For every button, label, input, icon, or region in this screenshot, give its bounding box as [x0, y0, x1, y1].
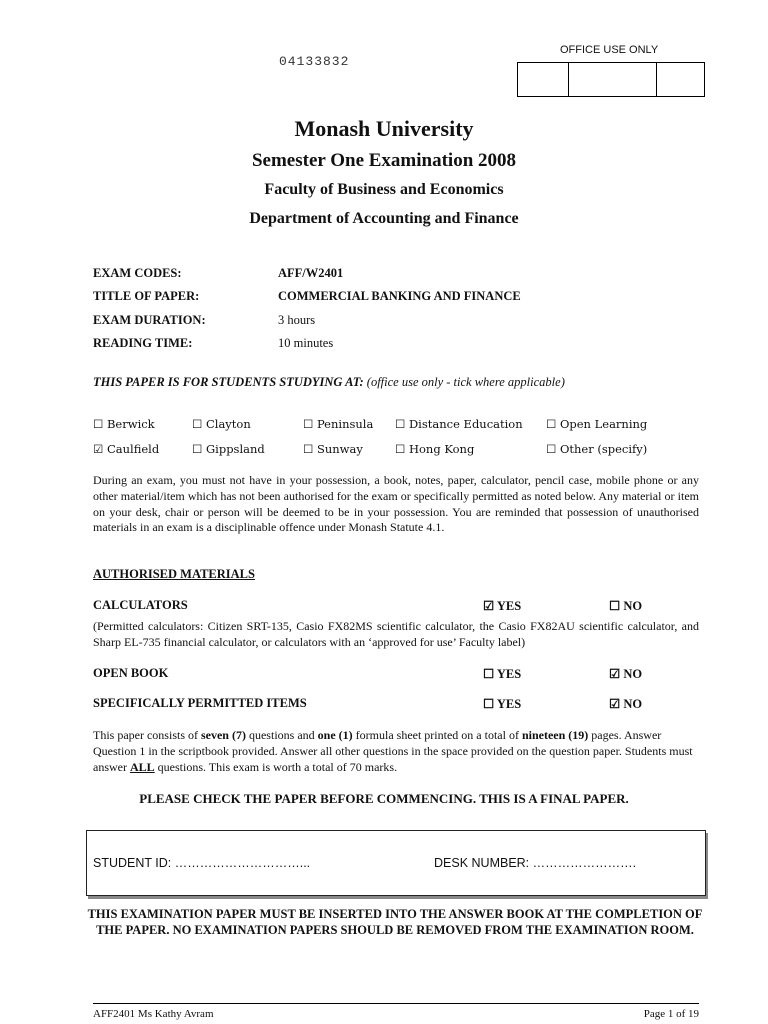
reading-time-label: READING TIME:	[93, 336, 193, 350]
campus-peninsula[interactable]: ☐ Peninsula	[303, 417, 374, 431]
permitted-items-label: SPECIFICALLY PERMITTED ITEMS	[93, 696, 307, 710]
footer-page-number: Page 1 of 19	[643, 1008, 699, 1020]
instructions-emphasis: one (1)	[317, 728, 353, 742]
campus-sunway[interactable]: ☐ Sunway	[303, 442, 363, 456]
faculty-title: Faculty of Business and Economics	[264, 181, 504, 198]
final-paper-notice: PLEASE CHECK THE PAPER BEFORE COMMENCING. THIS IS A FINAL PAPER.	[139, 791, 629, 806]
footer-rule	[93, 1003, 699, 1004]
campus-intro	[93, 375, 565, 390]
office-use-cell	[657, 63, 704, 96]
paper-title-label: TITLE OF PAPER:	[93, 289, 200, 303]
campus-intro-note: (office use only - tick where applicable)	[366, 375, 565, 389]
student-id-field[interactable]: STUDENT ID: …………………………...	[93, 856, 311, 870]
university-title: Monash University	[294, 116, 474, 141]
exam-duration-value: 3 hours	[278, 313, 316, 327]
campus-open-learning[interactable]: ☐ Open Learning	[546, 417, 648, 431]
instructions-text: pages. Answer Question 1 in the scriptbook provided. Answer all other questions in the space provided on the question paper. Students must answer	[93, 728, 693, 774]
office-use-label: OFFICE USE ONLY	[560, 44, 659, 56]
campus-other[interactable]: ☐ Other (specify)	[546, 442, 648, 456]
department-title: Department of Accounting and Finance	[249, 210, 519, 227]
insert-notice: THIS EXAMINATION PAPER MUST BE INSERTED INTO THE ANSWER BOOK AT THE COMPLETION OF THE PAPER. NO EXAMINATION PAPERS SHOULD BE REMOVED FROM THE EXAMINATION ROOM.	[87, 907, 703, 937]
campus-clayton[interactable]: ☐ Clayton	[192, 417, 251, 431]
campus-hong-kong[interactable]: ☐ Hong Kong	[395, 442, 475, 456]
permitted-items-no-checkbox[interactable]: ☑ NO	[609, 697, 643, 711]
campus-gippsland[interactable]: ☐ Gippsland	[192, 442, 265, 456]
calculators-note: (Permitted calculators: Citizen SRT-135, Casio FX82MS scientific calculator, the Casio FX82AU scientific calculator, and Sharp EL-735 financial calculator, or calculators with an ‘approved for use’ Faculty label)	[93, 619, 699, 649]
office-use-box	[517, 62, 705, 97]
instructions-text: questions. This exam is worth a total of 70 marks.	[154, 759, 398, 774]
instructions-emphasis: nineteen (19)	[521, 728, 589, 742]
open-book-label: OPEN BOOK	[93, 666, 169, 680]
instructions-emphasis: seven (7)	[200, 728, 246, 742]
instructions-text: formula sheet printed on a total of	[352, 728, 522, 742]
open-book-no-checkbox[interactable]: ☑ NO	[609, 667, 643, 681]
campus-distance-education[interactable]: ☐ Distance Education	[395, 417, 523, 431]
exam-codes-label: EXAM CODES:	[93, 266, 182, 280]
campus-caulfield[interactable]: ☑ Caulfield	[93, 442, 160, 456]
instructions-emphasis: ALL	[129, 759, 155, 774]
footer-course-lecturer: AFF2401 Ms Kathy Avram	[93, 1008, 214, 1020]
instructions-text: This paper consists of	[93, 728, 201, 742]
exam-duration-label: EXAM DURATION:	[93, 313, 206, 327]
calculators-label: CALCULATORS	[93, 598, 188, 612]
instructions-text: questions and	[245, 728, 318, 742]
reading-time-value: 10 minutes	[278, 336, 334, 350]
desk-number-field[interactable]: DESK NUMBER: …………………….	[434, 856, 637, 870]
office-use-cell	[569, 63, 657, 96]
office-use-cell	[518, 63, 569, 96]
exam-codes-value: AFF/W2401	[278, 266, 344, 280]
open-book-yes-checkbox[interactable]: ☐ YES	[483, 667, 522, 681]
exam-code: 04133832	[279, 54, 350, 69]
instructions-paragraph	[93, 728, 699, 775]
campus-intro-heading: THIS PAPER IS FOR STUDENTS STUDYING AT:	[93, 375, 364, 389]
campus-berwick[interactable]: ☐ Berwick	[93, 417, 155, 431]
calculators-yes-checkbox[interactable]: ☑ YES	[483, 599, 522, 613]
permitted-items-yes-checkbox[interactable]: ☐ YES	[483, 697, 522, 711]
rules-paragraph: During an exam, you must not have in your possession, a book, notes, paper, calculator, pencil case, mobile phone or any other material/item which has not been authorised for the exam or specifically permitted as noted below. Any material or item on your desk, chair or person will be deemed to be in your possession. You are reminded that possession of unauthorised materials in an exam is a disciplinable offence under Monash Statute 4.1.	[93, 473, 699, 535]
exam-title: Semester One Examination 2008	[251, 150, 517, 171]
calculators-no-checkbox[interactable]: ☐ NO	[609, 599, 643, 613]
authorised-materials-heading: AUTHORISED MATERIALS	[93, 567, 255, 581]
paper-title-value: COMMERCIAL BANKING AND FINANCE	[278, 289, 521, 303]
